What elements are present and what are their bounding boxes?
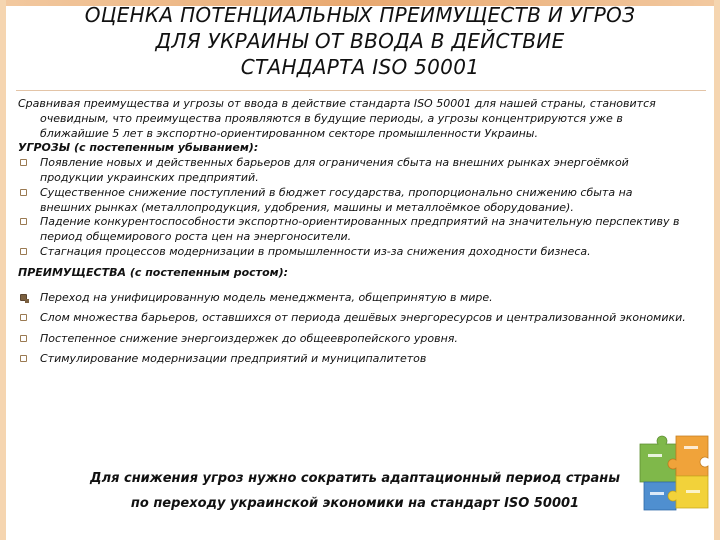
threat-item: [18, 156, 686, 186]
advantage-item: [18, 311, 686, 326]
filled-square-bullet-icon: [20, 294, 27, 301]
slide-body: [18, 97, 686, 373]
square-bullet-icon: [20, 355, 27, 362]
advantages-heading: ПРЕИМУЩЕСТВА (с постепенным ростом):: [18, 265, 289, 279]
threat-text: Стагнация процессов модернизации в промышленности из-за снижения доходности бизнеса.: [40, 244, 591, 258]
slide-title: [0, 2, 720, 80]
advantages-list: [18, 291, 686, 367]
threat-item: [18, 245, 686, 260]
conclusion-line-1: Для снижения угроз нужно сократить адаптационный период страны: [90, 471, 620, 486]
advantage-text: Слом множества барьеров, оставшихся от периода дешёвых энергоресурсов и централизованной экономики.: [40, 311, 686, 325]
threat-item: [18, 215, 686, 245]
square-bullet-icon: [20, 248, 27, 255]
threat-text: Появление новых и действенных барьеров для ограничения сбыта на внешних рынках энергоёмкой продукции украинских предприятий.: [40, 156, 629, 184]
title-line-1: ОЦЕНКА ПОТЕНЦИАЛЬНЫХ ПРЕИМУЩЕСТВ И УГРОЗ: [84, 3, 636, 27]
threat-text: Существенное снижение поступлений в бюджет государства, пропорционально снижению сбыта на внешних рынках (металлопродукция, удобрения, машины и металлоёмкое оборудование).: [40, 185, 633, 214]
conclusion-line-2: по переходу украинской экономики на стандарт ISO 50001: [130, 496, 580, 511]
advantage-item: [18, 332, 686, 347]
title-line-2: ДЛЯ УКРАИНЫ ОТ ВВОДА В ДЕЙСТВИЕ: [155, 29, 565, 53]
slide-left-border: [0, 0, 6, 540]
threats-heading: УГРОЗЫ (с постепенным убыванием):: [18, 141, 259, 155]
puzzle-pieces-icon: [636, 430, 714, 512]
square-bullet-icon: [20, 314, 27, 321]
advantage-text: Постепенное снижение энергоиздержек до общеевропейского уровня.: [40, 331, 458, 345]
threat-item: [18, 186, 686, 216]
advantage-item: [18, 291, 686, 306]
title-divider: [16, 90, 706, 91]
square-bullet-icon: [20, 218, 27, 225]
conclusion: [40, 466, 670, 516]
advantage-text: Переход на унифицированную модель менеджмента, общепринятую в мире.: [40, 290, 493, 304]
intro-paragraph: [18, 97, 686, 141]
advantage-text: Стимулирование модернизации предприятий и муниципалитетов: [40, 352, 427, 366]
intro-text: Сравнивая преимущества и угрозы от ввода в действие стандарта ISO 50001 для нашей страны, становится очевидным, что преимущества проявляются в будущие периоды, а угрозы концентрируются уже в ближайшие 5 лет в экспортно-ориентированном секторе промышленности Украины.: [18, 97, 656, 140]
threat-text: Падение конкурентоспособности экспортно-ориентированных предприятий на значительную перспективу в период общемирового роста цен на энергоносители.: [40, 215, 680, 244]
square-bullet-icon: [20, 189, 27, 196]
slide-right-border: [714, 0, 720, 540]
threats-list: [18, 156, 686, 260]
square-bullet-icon: [20, 335, 27, 342]
advantage-item: [18, 352, 686, 367]
title-line-3: СТАНДАРТА ISO 50001: [240, 55, 480, 79]
square-bullet-icon: [20, 159, 27, 166]
